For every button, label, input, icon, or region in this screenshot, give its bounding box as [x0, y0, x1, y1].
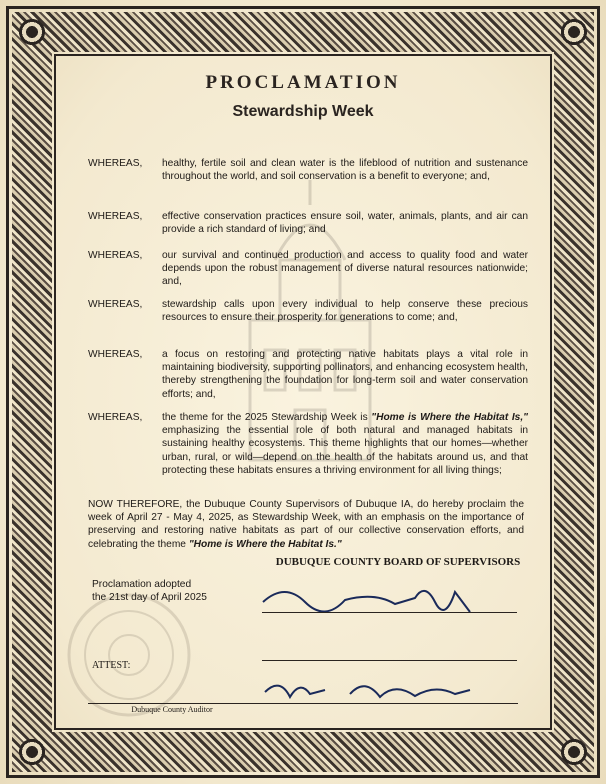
page-subtitle: Stewardship Week — [232, 103, 374, 120]
clause-label: WHEREAS, — [88, 349, 143, 360]
now-therefore-text: NOW THEREFORE, the Dubuque County Supervisors of Dubuque IA, do hereby proclaim the week of April 27 - May 4, 2025, as Stewardship Week, with an emphasis on the importance of preserving and restoring native habitats as part of our collective conservation efforts, and celebrating the theme — [88, 499, 524, 550]
adopted-line: Proclamation adopted — [92, 579, 192, 590]
clause-text-start: the theme for the 2025 Stewardship Week is — [162, 412, 372, 423]
whereas-clause — [88, 249, 528, 289]
whereas-clause — [88, 348, 528, 401]
theme-text: "Home is Where the Habitat Is," — [371, 412, 528, 423]
signature-line — [262, 612, 517, 613]
corner-ornament — [10, 10, 54, 54]
supervisor-signature-1 — [255, 572, 495, 632]
clause-label: WHEREAS, — [88, 299, 143, 310]
whereas-clause — [88, 157, 528, 183]
clause-text: our survival and continued production and access to quality food and water depends upon the robust management of diverse natural resources nationwide; and, — [162, 250, 528, 288]
corner-ornament — [552, 10, 596, 54]
now-therefore-paragraph — [88, 498, 524, 551]
board-heading: DUBUQUE COUNTY BOARD OF SUPERVISORS — [275, 556, 521, 568]
clause-label: WHEREAS, — [88, 412, 143, 423]
auditor-label: Dubuque County Auditor — [131, 705, 213, 714]
whereas-clause — [88, 210, 528, 236]
clause-text: healthy, fertile soil and clean water is the lifeblood of nutrition and sustenance throughout the world, and soil conservation is a benefit to everyone; and, — [162, 158, 528, 183]
corner-ornament — [552, 730, 596, 774]
auditor-signature — [255, 672, 495, 712]
clause-text: a focus on restoring and protecting native habitats plays a vital role in maintaining biodiversity, supporting pollinators, and enhancing ecosystem health, thereby strengthening the foundation for long-term soil and water conservation efforts; and, — [162, 349, 528, 400]
whereas-clause — [88, 411, 528, 477]
clause-text-end: emphasizing the essential role of both natural and managed habitats in sustaining healthy ecosystems. This theme highlights that our homes—whether urban, rural, or wild—depend on the health of the habitats around us, and that protecting these habitats ensures a thriving environment for all living things; — [162, 425, 528, 476]
corner-ornament — [10, 730, 54, 774]
clause-text: effective conservation practices ensure soil, water, animals, plants, and air can provide a rich standard of living; and — [162, 211, 528, 236]
signature-line — [88, 703, 518, 704]
signature-line — [262, 660, 517, 661]
theme-text: "Home is Where the Habitat Is." — [188, 538, 342, 550]
clause-text — [162, 411, 528, 477]
clause-label: WHEREAS, — [88, 211, 143, 222]
embossed-seal — [64, 590, 194, 720]
clause-text: stewardship calls upon every individual to help conserve these precious resources to ensure their prosperity for generations to come; and, — [162, 299, 528, 324]
attest-label: ATTEST: — [92, 660, 131, 671]
adoption-date — [92, 578, 252, 604]
page-title: PROCLAMATION — [205, 72, 401, 93]
clause-label: WHEREAS, — [88, 158, 143, 169]
clause-label: WHEREAS, — [88, 250, 143, 261]
adopted-date-line: the 21st day of April 2025 — [92, 592, 207, 603]
whereas-clause — [88, 298, 528, 324]
